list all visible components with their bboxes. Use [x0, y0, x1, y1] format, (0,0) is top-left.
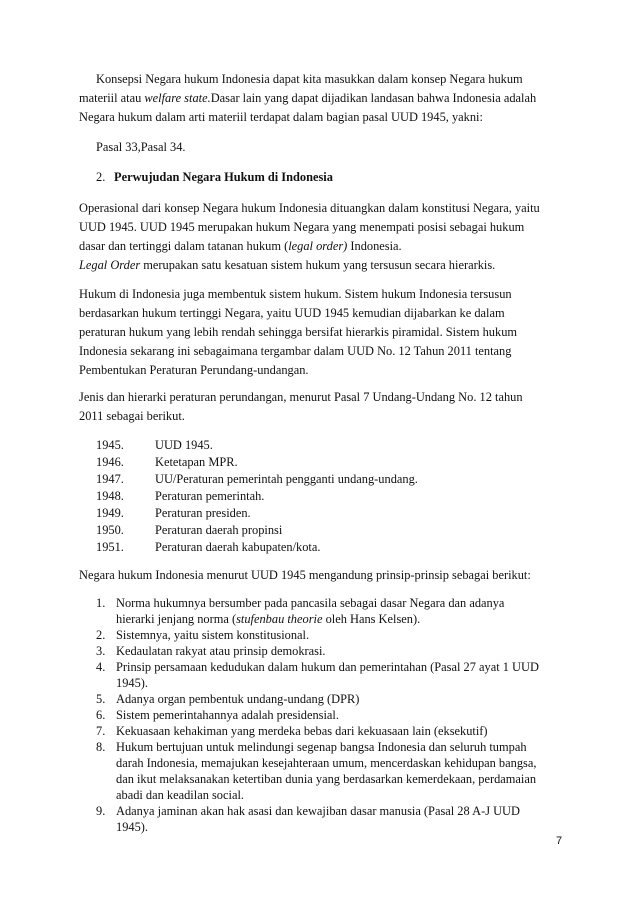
para3-line-1: Hukum di Indonesia juga membentuk sistem hukum. Sistem hukum Indonesia tersusun: [79, 287, 512, 301]
intro-line-2-text-a: materiil atau: [79, 91, 145, 105]
principle-line: abadi dan keadilan social.: [116, 788, 244, 802]
intro-line-3: Negara hukum dalam arti materiil terdapat dalam bagian pasal UUD 1945, yakni:: [79, 110, 483, 124]
principle-line: Norma hukumnya bersumber pada pancasila sebagai dasar Negara dan adanya: [116, 596, 505, 610]
principle-line: [116, 612, 420, 627]
principle-line: Sistem pemerintahannya adalah presidensial.: [116, 708, 339, 722]
para3-line-3: peraturan hukum yang lebih rendah sehingga bersifat hierarkis piramidal. Sistem hukum: [79, 325, 518, 339]
para3-line-4: Indonesia sekarang ini sebagaimana tergambar dalam UUD No. 12 Tahun 2011 tentang: [79, 344, 512, 358]
hierarchy-number: 1946.: [96, 455, 124, 469]
section-title: Perwujudan Negara Hukum di Indonesia: [114, 170, 333, 184]
principle-number: 5.: [96, 692, 106, 706]
principle-line: dan ikut melaksanakan ketertiban dunia yang berdasarkan kemerdekaan, perdamaian: [116, 772, 537, 786]
hierarchy-number: 1951.: [96, 540, 124, 554]
principle-number: 4.: [96, 660, 106, 674]
principle-number: 6.: [96, 708, 106, 722]
principle-line: Kedaulatan rakyat atau prinsip demokrasi.: [116, 644, 326, 658]
hierarchy-item: UU/Peraturan pemerintah pengganti undang-undang.: [155, 472, 418, 486]
hierarchy-number: 1945.: [96, 438, 124, 452]
hierarchy-item: UUD 1945.: [155, 438, 213, 452]
principle-line: darah Indonesia, memajukan kesejahteraan umum, mencerdaskan kehidupan bangsa,: [116, 756, 537, 770]
para4-line-2: 2011 sebagai berikut.: [79, 409, 185, 423]
principle-line: 1945).: [116, 820, 149, 834]
intro-line-4: Pasal 33,Pasal 34.: [96, 140, 186, 154]
intro-line-2-text-b: Dasar lain yang dapat dijadikan landasan bahwa Indonesia adalah: [210, 91, 537, 105]
principle-number: 3.: [96, 644, 106, 658]
para1-line-3-text-a: dasar dan tertinggi dalam tatanan hukum (: [79, 239, 289, 253]
hierarchy-item: Peraturan daerah propinsi: [155, 523, 283, 537]
para5-line: Negara hukum Indonesia menurut UUD 1945 mengandung prinsip-prinsip sebagai berikut:: [79, 568, 531, 582]
principle-line: Adanya organ pembentuk undang-undang (DPR): [116, 692, 360, 706]
principle-number: 2.: [96, 628, 106, 642]
principle-1-text-b: oleh Hans Kelsen).: [322, 612, 421, 626]
principle-number: 7.: [96, 724, 106, 738]
intro-italic-term: welfare state.: [144, 91, 211, 105]
intro-line-1: Konsepsi Negara hukum Indonesia dapat kita masukkan dalam konsep Negara hukum: [96, 72, 523, 86]
para2-italic-term: Legal Order: [79, 258, 141, 272]
principle-line: Sistemnya, yaitu sistem konstitusional.: [116, 628, 310, 642]
hierarchy-item: Peraturan presiden.: [155, 506, 251, 520]
hierarchy-item: Ketetapan MPR.: [155, 455, 238, 469]
para1-line-2: UUD 1945. UUD 1945 merupakan hukum Negara yang menempati posisi sebagai hukum: [79, 220, 525, 234]
principle-number: 9.: [96, 804, 106, 818]
hierarchy-number: 1948.: [96, 489, 124, 503]
hierarchy-item: Peraturan daerah kabupaten/kota.: [155, 540, 321, 554]
principle-line: Adanya jaminan akan hak asasi dan kewajiban dasar manusia (Pasal 28 A-J UUD: [116, 804, 520, 818]
principle-line: 1945).: [116, 676, 149, 690]
para1-line-3-text-b: Indonesia.: [347, 239, 402, 253]
principle-line: Hukum bertujuan untuk melindungi segenap bangsa Indonesia dan seluruh tumpah: [116, 740, 527, 754]
para2-line: [79, 258, 495, 273]
principle-1-text-a: hierarki jenjang norma (: [116, 612, 237, 626]
principle-number: 1.: [96, 596, 106, 610]
hierarchy-item: Peraturan pemerintah.: [155, 489, 265, 503]
para1-line-3: [79, 239, 402, 254]
para1-line-1: Operasional dari konsep Negara hukum Indonesia dituangkan dalam konstitusi Negara, yaitu: [79, 201, 540, 215]
para1-italic-term: legal order): [288, 239, 348, 253]
principle-line: Kekuasaan kehakiman yang merdeka bebas dari kekuasaan lain (eksekutif): [116, 724, 488, 738]
para3-line-2: berdasarkan hukum tertinggi Negara, yaitu UUD 1945 kemudian dijabarkan ke dalam: [79, 306, 505, 320]
page-number: 7: [556, 835, 563, 847]
principle-number: 8.: [96, 740, 106, 754]
para2-text: merupakan satu kesatuan sistem hukum yang tersusun secara hierarkis.: [140, 258, 496, 272]
hierarchy-number: 1949.: [96, 506, 124, 520]
intro-line-2: [79, 91, 536, 106]
section-number: 2.: [96, 170, 106, 184]
hierarchy-number: 1950.: [96, 523, 124, 537]
hierarchy-number: 1947.: [96, 472, 124, 486]
para3-line-5: Pembentukan Peraturan Perundang-undangan.: [79, 363, 309, 377]
principle-1-italic-term: stufenbau theorie: [236, 612, 323, 626]
para4-line-1: Jenis dan hierarki peraturan perundangan, menurut Pasal 7 Undang-Undang No. 12 tahun: [79, 390, 523, 404]
principle-line: Prinsip persamaan kedudukan dalam hukum dan pemerintahan (Pasal 27 ayat 1 UUD: [116, 660, 539, 674]
